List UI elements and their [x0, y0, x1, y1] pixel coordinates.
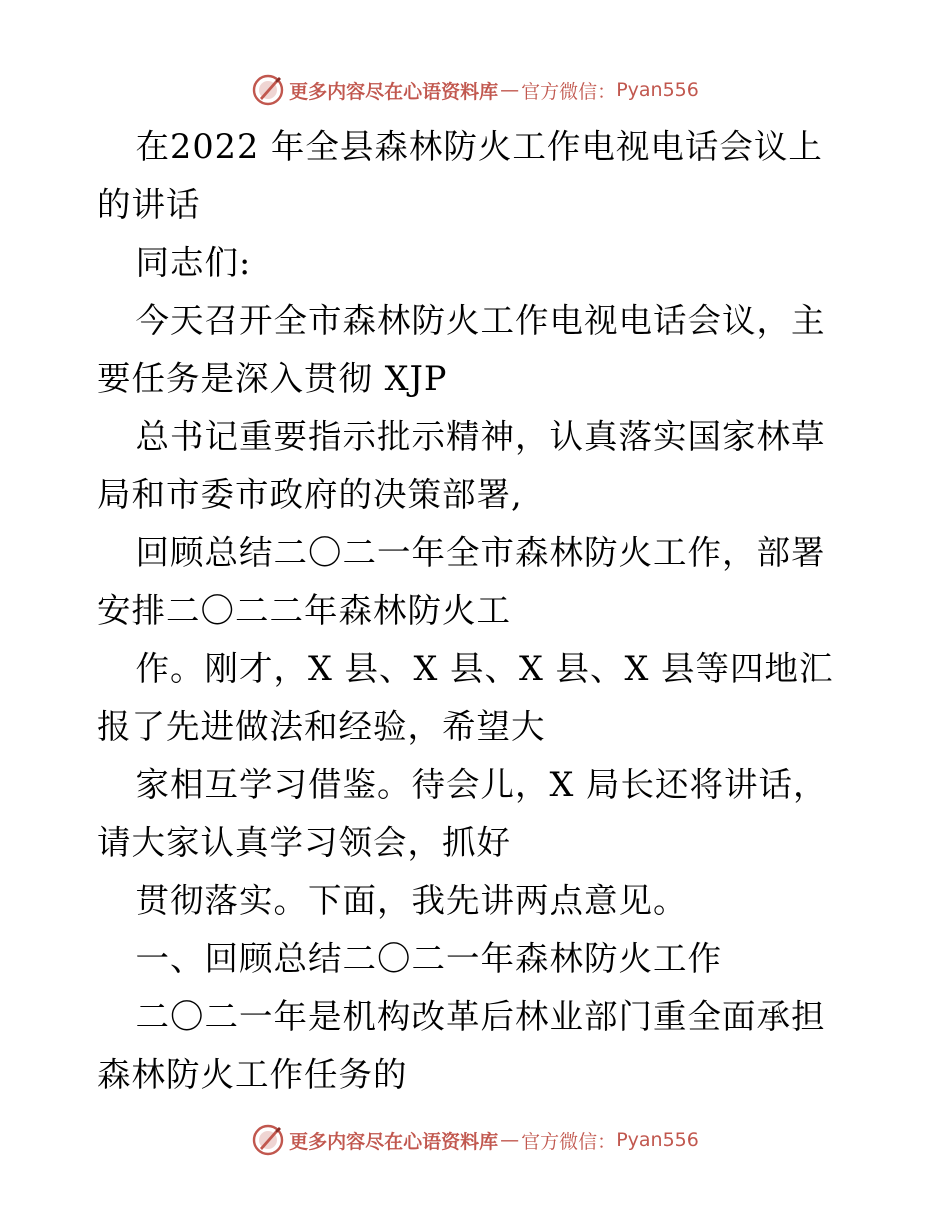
watermark-site-text: 更多内容尽在心语资料库 — [289, 80, 499, 103]
paragraph: 作。刚才，X 县、X 县、X 县、X 县等四地汇报了先进做法和经验，希望大 — [97, 649, 834, 746]
paragraph: 回顾总结二〇二一年全市森林防火工作，部署安排二〇二二年森林防火工 — [97, 533, 826, 630]
paragraph: 二〇二一年是机构改革后林业部门重全面承担森林防火工作任务的 — [97, 997, 826, 1094]
quill-pen-logo-icon — [251, 73, 285, 107]
watermark-separator: — — [500, 1129, 520, 1151]
paragraph: 今天召开全市森林防火工作电视电话会议，主要任务是深入贯彻 XJP — [97, 301, 826, 398]
section-heading: 一、回顾总结二〇二一年森林防火工作 — [135, 939, 723, 978]
salutation: 同志们: — [135, 243, 252, 282]
watermark-separator: — — [500, 79, 520, 101]
watermark-site-text: 更多内容尽在心语资料库 — [289, 1130, 499, 1153]
document-title: 在2022 年全县森林防火工作电视电话会议上的讲话 — [97, 127, 823, 224]
paragraph: 总书记重要指示批示精神，认真落实国家林草局和市委市政府的决策部署, — [97, 417, 826, 514]
watermark-banner-bottom — [0, 1120, 950, 1160]
paragraph: 贯彻落实。下面，我先讲两点意见。 — [135, 881, 688, 920]
watermark-wechat-label: 官方微信： — [521, 1130, 617, 1153]
watermark-wechat-account: Pyan556 — [616, 1129, 699, 1151]
watermark-banner-top — [0, 70, 950, 110]
paragraph: 家相互学习借鉴。待会儿，X 局长还将讲话，请大家认真学习领会，抓好 — [97, 765, 828, 862]
document-body — [97, 118, 857, 1104]
quill-pen-logo-icon — [251, 1123, 285, 1157]
watermark-wechat-account: Pyan556 — [616, 79, 699, 101]
watermark-wechat-label: 官方微信： — [521, 80, 617, 103]
